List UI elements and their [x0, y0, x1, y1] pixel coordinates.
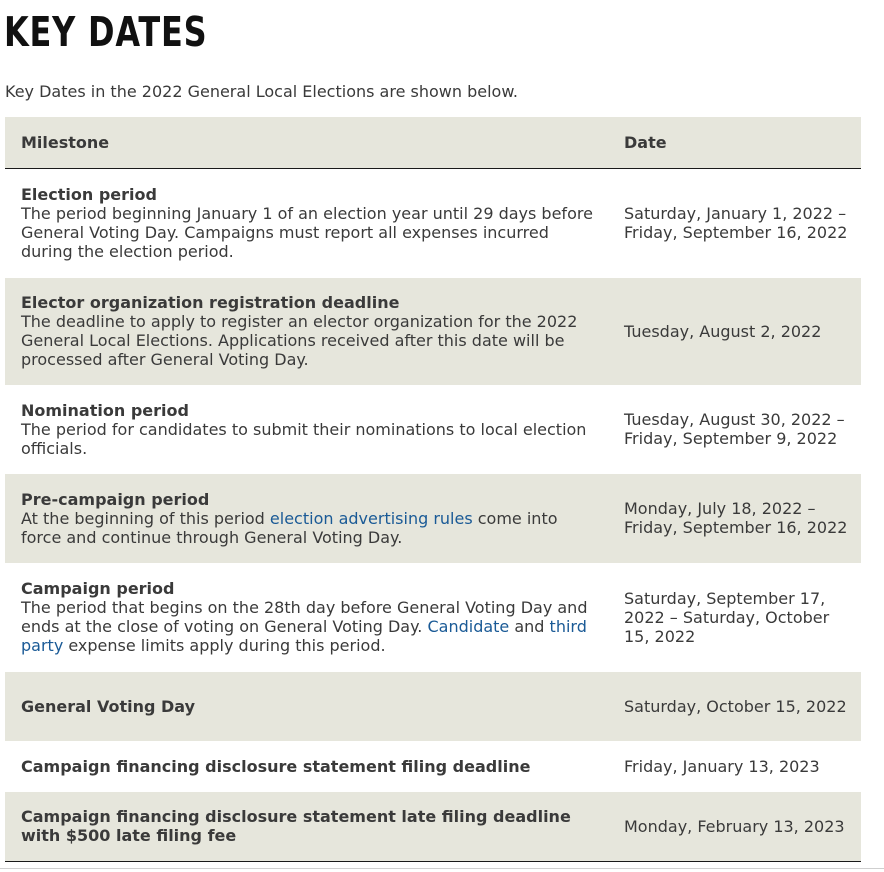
- milestone-description: [21, 509, 596, 547]
- table-row: [5, 672, 861, 741]
- milestone-cell: [5, 792, 608, 862]
- milestone-title: Campaign period: [21, 579, 175, 598]
- milestone-title: Nomination period: [21, 400, 189, 420]
- milestone-cell: [5, 672, 608, 741]
- table-row: [5, 792, 861, 862]
- election-advertising-rules-link[interactable]: election advertising rules: [269, 508, 473, 528]
- description-text: and: [509, 617, 550, 636]
- header-milestone: Milestone: [5, 117, 608, 169]
- date-cell: Tuesday, August 2, 2022: [608, 278, 861, 385]
- table-row: [5, 169, 861, 278]
- description-text: expense limits apply during this period.: [63, 636, 386, 655]
- table-header-row: [5, 117, 861, 169]
- description-text: come into force and continue through General Voting Day.: [21, 508, 558, 547]
- milestone-description: The period beginning January 1 of an election year until 29 days before General Voting Day. Campaigns must report all expenses incurred during the election period.: [21, 204, 593, 262]
- date-cell: Saturday, October 15, 2022: [608, 672, 861, 741]
- page-title: KEY DATES: [4, 8, 208, 56]
- milestone-cell: [5, 474, 608, 563]
- table-row: [5, 563, 861, 672]
- table-row: [5, 278, 861, 385]
- date-cell: Monday, July 18, 2022 – Friday, September 16, 2022: [608, 474, 861, 563]
- date-cell: Saturday, January 1, 2022 – Friday, September 16, 2022: [624, 204, 848, 243]
- milestone-description: The period for candidates to submit their nominations to local election officials.: [21, 419, 587, 458]
- milestone-cell: [5, 741, 608, 792]
- table-row: [5, 741, 861, 792]
- candidate-link[interactable]: Candidate: [427, 617, 510, 636]
- description-text: At the beginning of this period: [21, 508, 270, 528]
- key-dates-table: [5, 117, 861, 862]
- date-cell: Tuesday, August 30, 2022 – Friday, September 9, 2022: [624, 410, 845, 448]
- milestone-cell: [5, 169, 608, 278]
- milestone-title: Elector organization registration deadline: [21, 293, 400, 312]
- milestone-description: The deadline to apply to register an elector organization for the 2022 General Local Elections. Applications received after this date will be processed after General Voting Day.: [21, 312, 578, 369]
- milestone-title: Campaign financing disclosure statement filing deadline: [21, 756, 531, 776]
- milestone-title: General Voting Day: [21, 696, 196, 716]
- description-text: The period that begins on the 28th day before General Voting Day and ends at the close of voting on General Voting Day.: [21, 598, 588, 636]
- milestone-cell: [5, 278, 608, 385]
- header-date: Date: [608, 117, 861, 169]
- date-cell: Friday, January 13, 2023: [624, 756, 820, 776]
- date-cell: Monday, February 13, 2023: [608, 792, 861, 862]
- table-row: [5, 385, 861, 474]
- milestone-title: Pre-campaign period: [21, 489, 210, 509]
- milestone-cell: [5, 385, 608, 474]
- third-party-link[interactable]: third party: [21, 617, 587, 655]
- milestone-title: Election period: [21, 185, 157, 205]
- date-cell: Saturday, September 17, 2022 – Saturday, October 15, 2022: [624, 588, 830, 646]
- page-bottom-divider: [0, 868, 884, 869]
- milestone-description: [21, 598, 596, 655]
- table-row: [5, 474, 861, 563]
- milestone-title: Campaign financing disclosure statement late filing deadline with $500 late filing fee: [21, 807, 571, 846]
- milestone-cell: [5, 563, 608, 672]
- intro-text: Key Dates in the 2022 General Local Elections are shown below.: [5, 82, 519, 101]
